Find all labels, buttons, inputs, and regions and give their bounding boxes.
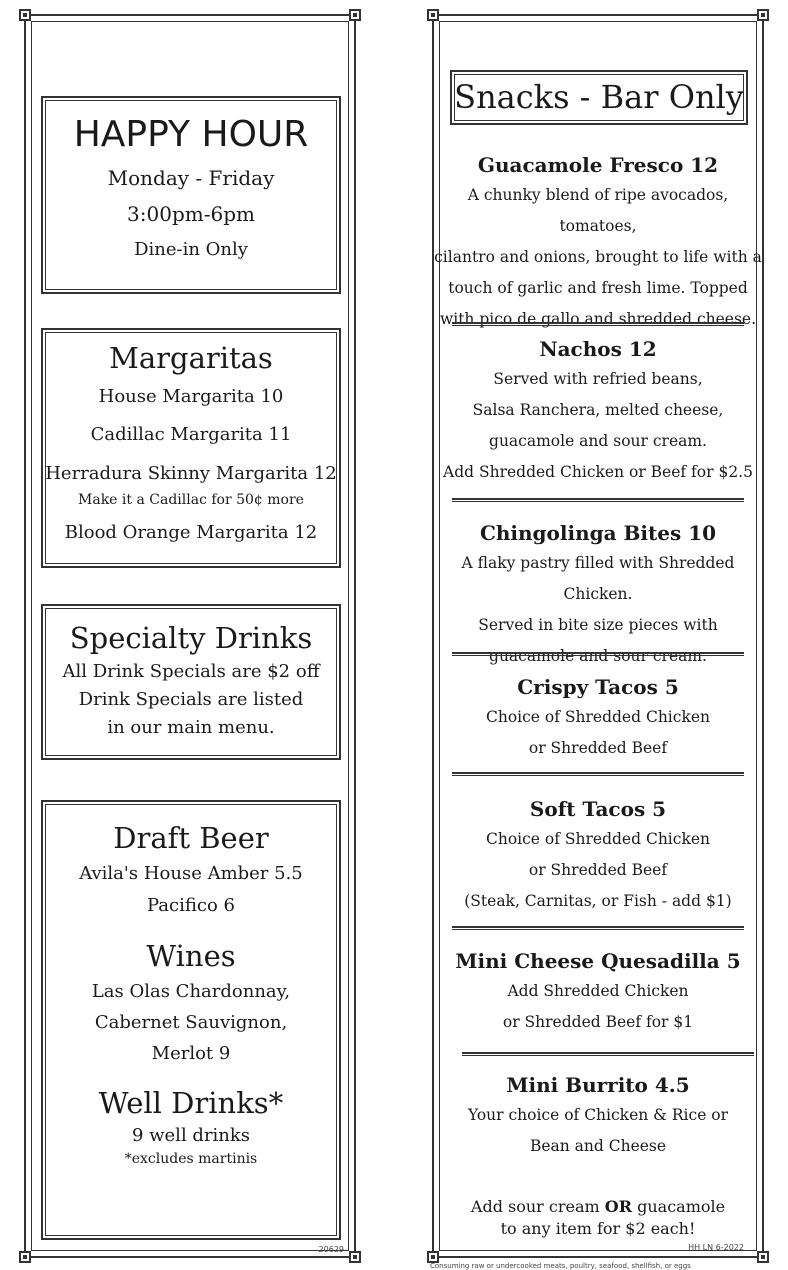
menu-item-crispy-tacos xyxy=(434,672,762,764)
specialty-line: in our main menu. xyxy=(107,717,275,738)
item-desc: guacamole and sour cream. xyxy=(489,432,707,450)
divider xyxy=(462,1052,754,1056)
divider xyxy=(452,652,744,656)
item-desc: Choice of Shredded Chicken xyxy=(486,708,710,726)
beer-wine-box xyxy=(41,800,341,1240)
print-code: 20629 xyxy=(318,1245,344,1254)
happy-hour-days: Monday - Friday xyxy=(107,166,275,190)
item-desc: Your choice of Chicken & Rice or xyxy=(467,1106,729,1124)
margarita-item: Cadillac Margarita 11 xyxy=(90,424,292,445)
margarita-item: House Margarita 10 xyxy=(98,386,284,407)
item-desc: touch of garlic and fresh lime. Topped xyxy=(448,279,748,297)
happy-hour-box xyxy=(41,96,341,294)
specialty-line: All Drink Specials are $2 off xyxy=(62,661,320,682)
menu-item-mini-burrito xyxy=(434,1070,762,1162)
beer-title: Draft Beer xyxy=(113,821,269,855)
wine-item: Las Olas Chardonnay, xyxy=(91,981,291,1002)
item-name: Nachos 12 xyxy=(539,337,657,361)
beer-item: Avila's House Amber 5.5 xyxy=(79,863,303,884)
print-code: HH LN 6-2022 xyxy=(688,1243,744,1252)
item-desc: A flaky pastry filled with Shredded Chicken. xyxy=(461,554,735,603)
item-desc: Add Shredded Chicken xyxy=(507,982,689,1000)
happy-hour-note: Dine-in Only xyxy=(134,239,248,260)
divider xyxy=(452,322,744,326)
snacks-panel xyxy=(432,14,764,1258)
well-title: Well Drinks* xyxy=(98,1086,284,1120)
item-desc: cilantro and onions, brought to life with a xyxy=(434,248,762,266)
snacks-title: Snacks - Bar Only xyxy=(454,78,744,116)
specialty-title: Specialty Drinks xyxy=(69,621,313,655)
item-name: Mini Burrito 4.5 xyxy=(506,1073,690,1097)
wines-title: Wines xyxy=(146,939,236,973)
margaritas-box xyxy=(41,328,341,568)
divider xyxy=(452,926,744,930)
item-desc: Bean and Cheese xyxy=(529,1137,667,1155)
menu-item-guacamole xyxy=(434,150,762,335)
happy-hour-time: 3:00pm-6pm xyxy=(127,202,255,226)
drinks-panel xyxy=(24,14,356,1258)
item-name: Guacamole Fresco 12 xyxy=(477,153,719,177)
item-desc: with pico de gallo and shredded cheese. xyxy=(439,310,757,328)
wine-item: Merlot 9 xyxy=(151,1043,231,1064)
menu-item-quesadilla xyxy=(434,946,762,1038)
item-desc: Served with refried beans, xyxy=(493,370,703,388)
menu-item-chingolinga xyxy=(434,518,762,672)
item-desc: Salsa Ranchera, melted cheese, xyxy=(472,401,724,419)
item-desc: Choice of Shredded Chicken xyxy=(486,830,710,848)
menu-item-nachos xyxy=(434,334,762,488)
well-item: 9 well drinks xyxy=(131,1125,251,1146)
margarita-item: Herradura Skinny Margarita 12 xyxy=(45,463,337,484)
item-name: Chingolinga Bites 10 xyxy=(479,521,717,545)
addon-note: Add sour cream OR guacamole to any item for $2 each! xyxy=(470,1197,726,1238)
menu-item-soft-tacos xyxy=(434,794,762,917)
divider xyxy=(452,772,744,776)
beer-item: Pacifico 6 xyxy=(147,895,235,916)
well-note: *excludes martinis xyxy=(124,1151,258,1167)
item-desc: guacamole and sour cream. xyxy=(489,647,707,665)
item-desc: (Steak, Carnitas, or Fish - add $1) xyxy=(464,892,732,910)
item-desc: Add Shredded Chicken or Beef for $2.5 xyxy=(443,463,753,481)
margarita-item: Blood Orange Margarita 12 xyxy=(64,522,318,543)
divider xyxy=(452,498,744,502)
footnote: Consuming raw or undercooked meats, poultry, seafood, shellfish, or eggs xyxy=(430,1262,691,1270)
specialty-line: Drink Specials are listed xyxy=(78,689,304,710)
margaritas-title: Margaritas xyxy=(109,341,273,375)
specialty-box xyxy=(41,604,341,760)
snacks-title-box xyxy=(450,70,748,125)
margarita-note: Make it a Cadillac for 50¢ more xyxy=(78,492,304,508)
item-desc: or Shredded Beef xyxy=(528,739,668,757)
item-name: Crispy Tacos 5 xyxy=(517,675,679,699)
item-desc: A chunky blend of ripe avocados, tomatoes, xyxy=(467,186,729,235)
item-name: Soft Tacos 5 xyxy=(529,797,667,821)
item-name: Mini Cheese Quesadilla 5 xyxy=(455,949,741,973)
wine-item: Cabernet Sauvignon, xyxy=(94,1012,288,1033)
item-desc: or Shredded Beef xyxy=(528,861,668,879)
happy-hour-title: HAPPY HOUR xyxy=(73,114,309,155)
item-desc: Served in bite size pieces with xyxy=(478,616,718,634)
item-desc: or Shredded Beef for $1 xyxy=(502,1013,694,1031)
